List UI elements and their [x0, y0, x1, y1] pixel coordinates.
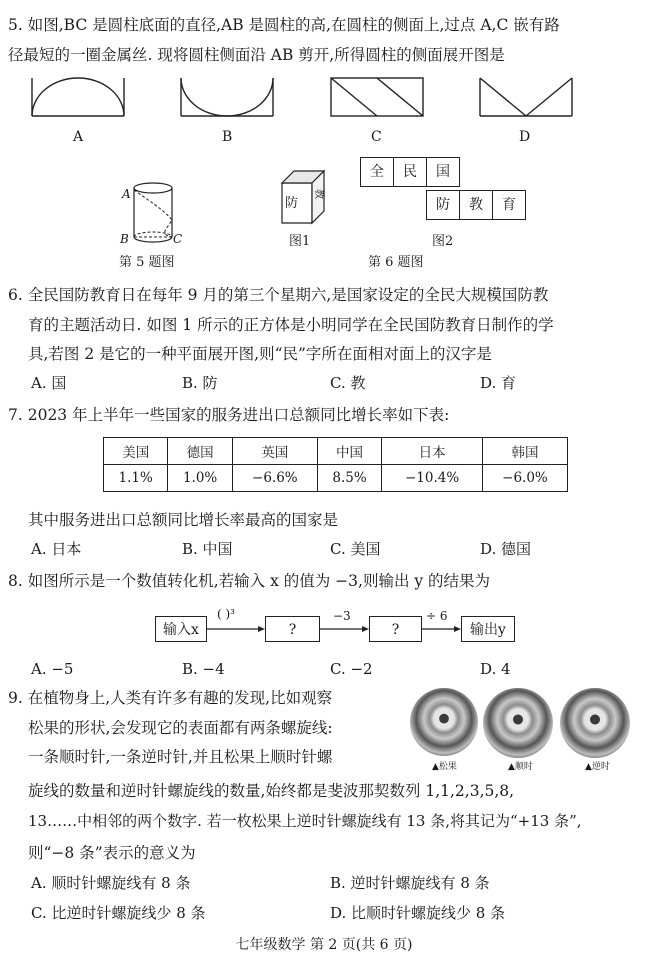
- q9-text-line-3: 一条顺时针,一条逆时针,并且松果上顺时针螺: [28, 748, 333, 766]
- q8-text-line-1: 8. 如图所示是一个数值转化机,若输入 x 的值为 −3,则输出 y 的结果为: [8, 572, 491, 590]
- q9-option-a: A. 顺时针螺旋线有 8 条: [31, 874, 191, 892]
- q5-option-c-label: C: [371, 129, 382, 145]
- net-cell-min: 民: [393, 157, 427, 187]
- cube-right-face: 教: [313, 189, 324, 199]
- q5-option-b-figure: [180, 76, 274, 118]
- table-header-cell: 日本: [382, 438, 483, 465]
- cylinder-label-b: B: [120, 232, 129, 246]
- q5-option-a-figure: [31, 76, 125, 118]
- page-footer: 七年级数学 第 2 页(共 6 页): [235, 937, 413, 953]
- q6-option-d: D. 育: [480, 374, 517, 392]
- pinecone-caption-1: ▲松果: [432, 762, 457, 772]
- q7-text-line-1: 7. 2023 年上半年一些国家的服务进出口总额同比增长率如下表:: [8, 406, 450, 424]
- table-cell: 1.0%: [168, 465, 232, 492]
- q5-figure-caption: 第 5 题图: [119, 255, 175, 270]
- q6-option-b: B. 防: [182, 374, 218, 392]
- q8-option-a: A. −5: [31, 660, 74, 678]
- q5-option-d-label: D: [519, 129, 531, 145]
- pinecone-photo-3: [560, 688, 630, 758]
- table-cell: 1.1%: [104, 465, 168, 492]
- q5-option-d-figure: [479, 76, 573, 118]
- q9-text-line-1: 9. 在植物身上,人类有许多有趣的发现,比如观察: [8, 689, 333, 707]
- pinecone-photo-1: [410, 688, 478, 756]
- q6-option-a: A. 国: [31, 374, 67, 392]
- table-cell: −10.4%: [382, 465, 483, 492]
- q7-option-b: B. 中国: [182, 540, 233, 558]
- q5-cylinder-figure: [128, 180, 178, 248]
- net-cell-yu: 育: [492, 190, 526, 220]
- q5-option-a-label: A: [73, 129, 84, 145]
- q5-option-b-label: B: [222, 129, 233, 145]
- input-x-box: 输入x: [155, 616, 207, 642]
- pinecone-photo-2: [483, 688, 553, 758]
- net-cell-jiao: 教: [459, 190, 493, 220]
- net-cell-fang: 防: [426, 190, 460, 220]
- table-cell: 8.5%: [317, 465, 381, 492]
- q6-text-line-2: 育的主题活动日. 如图 1 所示的正方体是小明同学在全民国防教育日制作的学: [28, 316, 554, 334]
- q7-growth-table: [103, 437, 568, 492]
- net-cell-quan: 全: [360, 157, 394, 187]
- q7-question-line: 其中服务进出口总额同比增长率最高的国家是: [28, 511, 339, 529]
- q8-option-c: C. −2: [330, 660, 373, 678]
- q9-text-line-4: 旋线的数量和逆时针螺旋线的数量,始终都是斐波那契数列 1,1,2,3,5,8,: [28, 782, 515, 800]
- table-row: [104, 465, 568, 492]
- table-header-cell: 英国: [232, 438, 317, 465]
- q7-option-c: C. 美国: [330, 540, 381, 558]
- q9-option-c: C. 比逆时针螺旋线少 8 条: [31, 904, 206, 922]
- q7-option-a: A. 日本: [31, 540, 82, 558]
- net-cell-guo: 国: [426, 157, 460, 187]
- cylinder-label-c: C: [173, 232, 183, 246]
- cube-front-face: 防: [285, 196, 299, 211]
- q5-text-line-2: 径最短的一圈金属丝. 现将圆柱侧面沿 AB 剪开,所得圆柱的侧面展开图是: [8, 46, 505, 64]
- table-header-cell: 德国: [168, 438, 232, 465]
- q9-text-line-2: 松果的形状,会发现它的表面都有两条螺旋线:: [28, 719, 333, 737]
- table-cell: −6.6%: [232, 465, 317, 492]
- q9-text-line-6: 则“−8 条”表示的意义为: [28, 844, 196, 862]
- q8-flow-arrows: [207, 622, 467, 636]
- table-header-cell: 美国: [104, 438, 168, 465]
- table-header-row: [104, 438, 568, 465]
- intermediate-box-1: ?: [265, 616, 320, 642]
- op-cube-label: ( )³: [217, 607, 235, 621]
- q6-figure-caption: 第 6 题图: [368, 255, 424, 270]
- op-minus-three-label: −3: [333, 609, 351, 623]
- q6-text-line-1: 6. 全民国防教育日在每年 9 月的第三个星期六,是国家设定的全民大规模国防教: [8, 286, 549, 304]
- q6-text-line-3: 具,若图 2 是它的一种平面展开图,则“民”字所在面相对面上的汉字是: [28, 345, 492, 363]
- q5-option-c-figure: [330, 76, 424, 118]
- table-cell: −6.0%: [482, 465, 567, 492]
- intermediate-box-2: ?: [369, 616, 422, 642]
- figure-1-label: 图1: [289, 234, 311, 249]
- q6-option-c: C. 教: [330, 374, 366, 392]
- q5-text-line-1: 5. 如图,BC 是圆柱底面的直径,AB 是圆柱的高,在圆柱的侧面上,过点 A,C 嵌有路: [8, 16, 560, 34]
- q8-option-b: B. −4: [182, 660, 225, 678]
- pinecone-caption-3: ▲逆时: [585, 762, 610, 772]
- q9-option-d: D. 比顺时针螺旋线少 8 条: [330, 904, 506, 922]
- output-y-box: 输出y: [461, 616, 515, 642]
- q9-text-line-5: 13……中相邻的两个数字. 若一枚松果上逆时针螺旋线有 13 条,将其记为“+13 条”,: [28, 812, 582, 830]
- op-divide-six-label: ÷ 6: [426, 609, 448, 623]
- q7-option-d: D. 德国: [480, 540, 532, 558]
- cylinder-label-a: A: [122, 187, 131, 201]
- q9-option-b: B. 逆时针螺旋线有 8 条: [330, 874, 490, 892]
- q8-option-d: D. 4: [480, 660, 511, 678]
- figure-2-label: 图2: [432, 234, 454, 249]
- table-header-cell: 中国: [317, 438, 381, 465]
- pinecone-caption-2: ▲顺时: [508, 762, 533, 772]
- table-header-cell: 韩国: [482, 438, 567, 465]
